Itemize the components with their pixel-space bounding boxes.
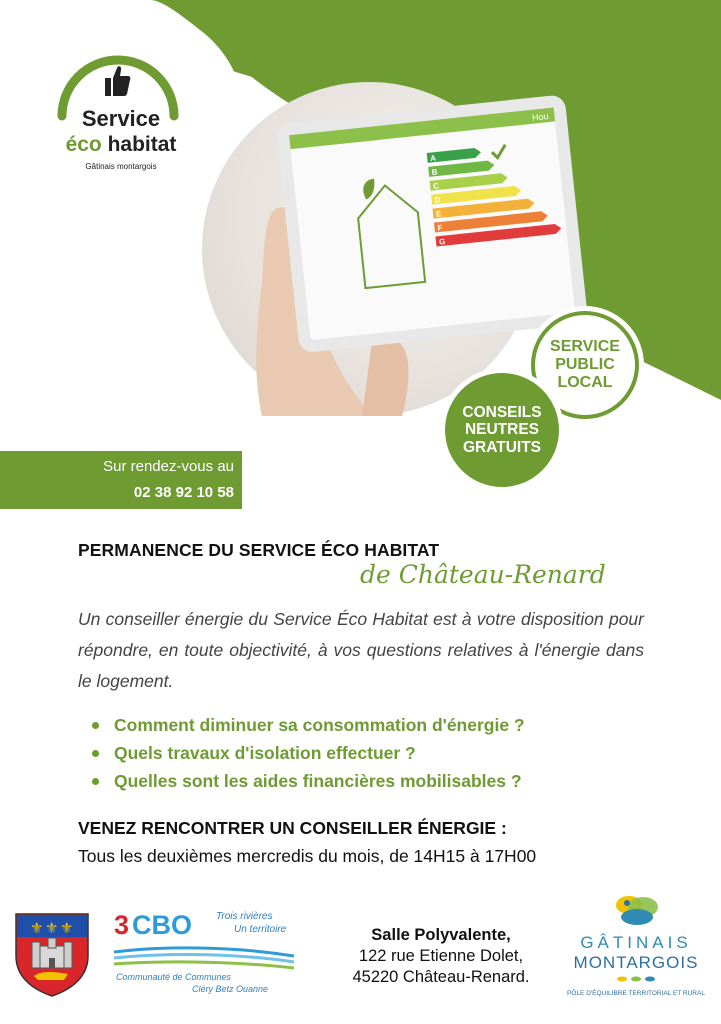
badge-service-line-3: LOCAL <box>557 373 613 391</box>
badge-service-line-2: PUBLIC <box>555 356 615 374</box>
meeting-title: VENEZ RENCONTRER UN CONSEILLER ÉNERGIE : <box>78 818 507 838</box>
thumbs-up-icon <box>103 64 131 98</box>
logo-habitat-word: habitat <box>101 133 177 156</box>
svg-text:⚜: ⚜ <box>45 919 59 937</box>
badge-conseils-neutres-gratuits <box>440 368 564 492</box>
list-item: Comment diminuer sa consommation d'énergie ? <box>90 711 525 739</box>
badge-conseils-line-2: NEUTRES <box>464 421 540 439</box>
gatinais-line-3: PÔLE D'ÉQUILIBRE TERRITORIAL ET RURAL <box>567 990 705 997</box>
appointment-phone[interactable]: 02 38 92 10 58 <box>133 484 234 501</box>
energy-grade-letter: B <box>431 167 438 178</box>
gatinais-dots-icon <box>616 975 656 983</box>
logo-line-service: Service <box>81 106 161 131</box>
cbo-logo <box>112 910 296 1000</box>
page-subtitle: de Château-Renard <box>360 560 606 589</box>
tablet-energy-illustration <box>202 82 550 416</box>
energy-grade-letter: G <box>438 237 446 247</box>
venue-address <box>310 925 572 988</box>
gatinais-montargois-logo <box>560 893 712 1003</box>
cbo-line-1: Communauté de Communes <box>116 972 232 982</box>
badge-service-line-1: SERVICE <box>550 338 620 356</box>
page-title: PERMANENCE DU SERVICE ÉCO HABITAT <box>78 540 440 560</box>
tablet-header-text: Hou <box>531 111 550 123</box>
service-eco-habitat-logo <box>48 50 188 180</box>
cbo-waves-icon <box>112 944 296 972</box>
cbo-letters: CBO <box>132 910 192 940</box>
cbo-line-2: Cléry Betz Ouanne <box>192 984 269 994</box>
svg-text:⚜: ⚜ <box>60 919 74 937</box>
cbo-tagline-2: Un territoire <box>234 924 287 935</box>
energy-grade-letter: C <box>432 181 440 191</box>
energy-grade-letter: E <box>435 209 442 219</box>
venue-name: Salle Polyvalente, <box>371 926 511 944</box>
list-item: Quelles sont les aides financières mobilisables ? <box>90 767 525 795</box>
gatinais-line-2: MONTARGOIS <box>573 953 699 972</box>
energy-grade-letter: A <box>429 153 437 164</box>
logo-eco-word: éco <box>65 133 102 156</box>
intro-paragraph: Un conseiller énergie du Service Éco Habitat est à votre disposition pour répondre, en toute objectivité, à vos questions relatives à l'énergie dans le logement. <box>78 609 644 691</box>
energy-grade-letter: F <box>437 223 443 233</box>
gatinais-leaf-icon <box>615 893 659 929</box>
gatinais-line-1: GÂTINAIS <box>580 933 692 952</box>
logo-line-gatinais: Gâtinais montargois <box>85 162 157 171</box>
venue-street: 122 rue Etienne Dolet, <box>358 947 524 965</box>
questions-list <box>90 711 525 795</box>
appointment-label: Sur rendez-vous au <box>103 458 234 475</box>
svg-text:⚜: ⚜ <box>30 919 44 937</box>
tablet-photo <box>202 82 550 416</box>
list-item: Quels travaux d'isolation effectuer ? <box>90 739 525 767</box>
cbo-tagline-1: Trois rivières <box>216 911 273 922</box>
logo-line-eco-habitat <box>56 133 186 157</box>
appointment-banner <box>0 451 242 509</box>
energy-grade-letter: D <box>434 195 441 205</box>
badge-conseils-line-1: CONSEILS <box>462 403 542 421</box>
badge-conseils-line-3: GRATUITS <box>462 438 542 456</box>
venue-city: 45220 Château-Renard. <box>352 968 530 986</box>
meeting-schedule: Tous les deuxièmes mercredis du mois, de 14H15 à 17H00 <box>78 846 537 866</box>
coat-of-arms-icon <box>12 910 92 998</box>
cbo-number: 3 <box>114 910 130 940</box>
